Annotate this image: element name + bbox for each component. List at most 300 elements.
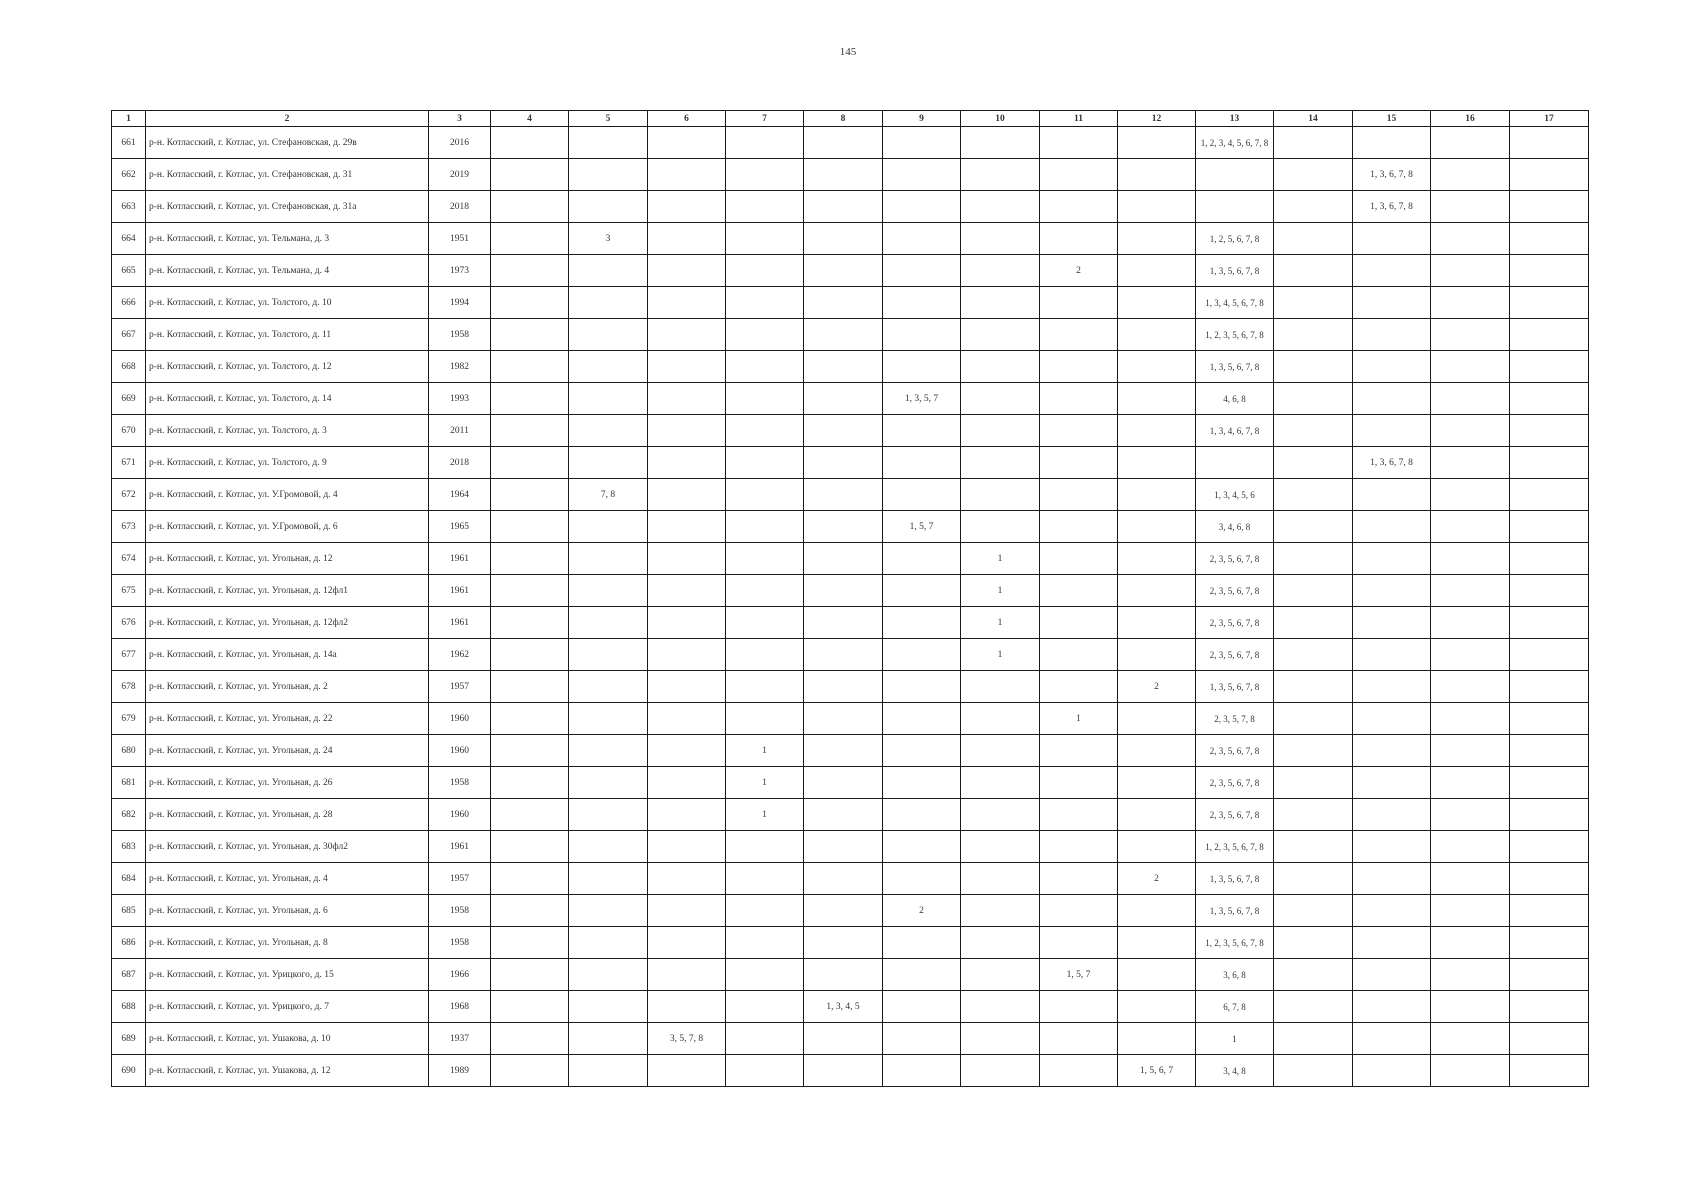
table-cell-col5 <box>569 767 648 799</box>
table-cell-col6 <box>648 671 726 703</box>
table-cell-col11 <box>1040 351 1118 383</box>
table-cell-col16 <box>1431 319 1510 351</box>
table-cell-col6 <box>648 223 726 255</box>
table-cell-col3: 2016 <box>429 127 491 159</box>
table-cell-col2: р-н. Котласский, г. Котлас, ул. Тельмана, д. 4 <box>146 255 429 287</box>
table-cell-col17 <box>1510 223 1589 255</box>
table-cell-col6 <box>648 319 726 351</box>
table-row <box>112 735 1589 767</box>
table-cell-col12 <box>1118 991 1196 1023</box>
table-cell-col5 <box>569 351 648 383</box>
table-cell-col5 <box>569 543 648 575</box>
table-cell-col3: 1973 <box>429 255 491 287</box>
table-cell-col10 <box>961 351 1040 383</box>
table-cell-col11: 2 <box>1040 255 1118 287</box>
table-header <box>112 111 1589 127</box>
table-cell-col2: р-н. Котласский, г. Котлас, ул. Толстого, д. 14 <box>146 383 429 415</box>
table-cell-col10 <box>961 1023 1040 1055</box>
table-cell-col4 <box>491 927 569 959</box>
table-cell-col14 <box>1274 863 1353 895</box>
table-cell-col7 <box>726 415 804 447</box>
table-cell-col1: 668 <box>112 351 146 383</box>
table-cell-col4 <box>491 639 569 671</box>
table-cell-col14 <box>1274 383 1353 415</box>
table-cell-col11 <box>1040 927 1118 959</box>
table-cell-col5 <box>569 1023 648 1055</box>
table-cell-col9 <box>883 959 961 991</box>
table-cell-col6 <box>648 959 726 991</box>
table-cell-col5 <box>569 159 648 191</box>
table-cell-col12 <box>1118 191 1196 223</box>
table-cell-col17 <box>1510 639 1589 671</box>
table-cell-col16 <box>1431 767 1510 799</box>
table-cell-col11 <box>1040 735 1118 767</box>
table-cell-col15 <box>1353 895 1431 927</box>
table-cell-col14 <box>1274 255 1353 287</box>
table-cell-col11 <box>1040 447 1118 479</box>
table-cell-col7 <box>726 127 804 159</box>
table-cell-col15 <box>1353 735 1431 767</box>
table-cell-col12 <box>1118 927 1196 959</box>
table-cell-col4 <box>491 319 569 351</box>
table-cell-col8 <box>804 671 883 703</box>
table-cell-col6 <box>648 127 726 159</box>
table-cell-col12 <box>1118 447 1196 479</box>
table-cell-col4 <box>491 511 569 543</box>
table-cell-col8 <box>804 223 883 255</box>
table-cell-col17 <box>1510 831 1589 863</box>
table-cell-col14 <box>1274 991 1353 1023</box>
table-cell-col14 <box>1274 831 1353 863</box>
table-cell-col12 <box>1118 351 1196 383</box>
table-cell-col2: р-н. Котласский, г. Котлас, ул. Толстого, д. 12 <box>146 351 429 383</box>
table-cell-col17 <box>1510 1023 1589 1055</box>
table-cell-col8 <box>804 575 883 607</box>
table-cell-col3: 2011 <box>429 415 491 447</box>
table-cell-col1: 669 <box>112 383 146 415</box>
table-cell-col9 <box>883 863 961 895</box>
table-cell-col13: 1, 3, 4, 6, 7, 8 <box>1196 415 1274 447</box>
table-cell-col10 <box>961 735 1040 767</box>
table-cell-col17 <box>1510 191 1589 223</box>
table-cell-col6 <box>648 511 726 543</box>
table-cell-col5: 3 <box>569 223 648 255</box>
table-cell-col10 <box>961 895 1040 927</box>
table-cell-col14 <box>1274 287 1353 319</box>
table-cell-col3: 1960 <box>429 735 491 767</box>
table-cell-col10 <box>961 959 1040 991</box>
table-cell-col10 <box>961 671 1040 703</box>
table-cell-col5 <box>569 927 648 959</box>
table-cell-col4 <box>491 671 569 703</box>
table-cell-col1: 685 <box>112 895 146 927</box>
table-cell-col9 <box>883 351 961 383</box>
table-cell-col17 <box>1510 319 1589 351</box>
table-cell-col9: 1, 3, 5, 7 <box>883 383 961 415</box>
table-cell-col14 <box>1274 575 1353 607</box>
table-cell-col13 <box>1196 159 1274 191</box>
table-cell-col14 <box>1274 607 1353 639</box>
table-cell-col17 <box>1510 447 1589 479</box>
table-cell-col13 <box>1196 447 1274 479</box>
table-cell-col17 <box>1510 543 1589 575</box>
table-row <box>112 447 1589 479</box>
table-cell-col3: 1951 <box>429 223 491 255</box>
table-cell-col4 <box>491 575 569 607</box>
table-row <box>112 511 1589 543</box>
table-cell-col15 <box>1353 287 1431 319</box>
table-cell-col2: р-н. Котласский, г. Котлас, ул. Угольная, д. 30фл2 <box>146 831 429 863</box>
table-cell-col9 <box>883 607 961 639</box>
table-cell-col14 <box>1274 223 1353 255</box>
table-cell-col4 <box>491 479 569 511</box>
table-cell-col6 <box>648 895 726 927</box>
table-cell-col16 <box>1431 831 1510 863</box>
table-cell-col5 <box>569 511 648 543</box>
table-cell-col13: 2, 3, 5, 6, 7, 8 <box>1196 543 1274 575</box>
table-cell-col17 <box>1510 255 1589 287</box>
table-cell-col9: 1, 5, 7 <box>883 511 961 543</box>
table-cell-col10: 1 <box>961 639 1040 671</box>
table-cell-col11 <box>1040 287 1118 319</box>
table-cell-col6 <box>648 543 726 575</box>
table-row <box>112 575 1589 607</box>
table-cell-col6 <box>648 607 726 639</box>
table-cell-col3: 2019 <box>429 159 491 191</box>
table-cell-col12 <box>1118 799 1196 831</box>
table-cell-col17 <box>1510 735 1589 767</box>
table-cell-col17 <box>1510 159 1589 191</box>
table-cell-col9 <box>883 287 961 319</box>
table-cell-col6 <box>648 351 726 383</box>
table-cell-col13: 1, 3, 5, 6, 7, 8 <box>1196 863 1274 895</box>
table-cell-col6 <box>648 799 726 831</box>
table-cell-col6 <box>648 703 726 735</box>
table-cell-col1: 684 <box>112 863 146 895</box>
table-cell-col17 <box>1510 287 1589 319</box>
table-cell-col1: 674 <box>112 543 146 575</box>
table-cell-col17 <box>1510 895 1589 927</box>
table-cell-col15 <box>1353 543 1431 575</box>
table-cell-col4 <box>491 1023 569 1055</box>
table-cell-col14 <box>1274 927 1353 959</box>
table-cell-col4 <box>491 287 569 319</box>
table-cell-col1: 680 <box>112 735 146 767</box>
table-cell-col10 <box>961 159 1040 191</box>
column-header-12: 12 <box>1118 111 1196 127</box>
table-cell-col1: 670 <box>112 415 146 447</box>
table-cell-col17 <box>1510 671 1589 703</box>
table-cell-col4 <box>491 191 569 223</box>
table-row <box>112 351 1589 383</box>
table-cell-col17 <box>1510 575 1589 607</box>
table-cell-col13: 1, 3, 4, 5, 6, 7, 8 <box>1196 287 1274 319</box>
table-row <box>112 415 1589 447</box>
table-cell-col7 <box>726 223 804 255</box>
table-cell-col15 <box>1353 639 1431 671</box>
table-cell-col8 <box>804 735 883 767</box>
table-cell-col3: 1965 <box>429 511 491 543</box>
table-cell-col4 <box>491 735 569 767</box>
table-cell-col8 <box>804 127 883 159</box>
table-row <box>112 191 1589 223</box>
table-cell-col8 <box>804 831 883 863</box>
table-cell-col11 <box>1040 639 1118 671</box>
table-cell-col6 <box>648 927 726 959</box>
table-cell-col6 <box>648 447 726 479</box>
table-cell-col16 <box>1431 1023 1510 1055</box>
table-cell-col1: 675 <box>112 575 146 607</box>
table-cell-col5 <box>569 799 648 831</box>
table-cell-col7 <box>726 927 804 959</box>
table-cell-col8 <box>804 959 883 991</box>
table-cell-col2: р-н. Котласский, г. Котлас, ул. Угольная, д. 12фл1 <box>146 575 429 607</box>
table-cell-col9 <box>883 767 961 799</box>
table-cell-col12 <box>1118 831 1196 863</box>
table-cell-col15 <box>1353 927 1431 959</box>
table-cell-col10 <box>961 255 1040 287</box>
table-cell-col8 <box>804 191 883 223</box>
table-cell-col9 <box>883 447 961 479</box>
table-cell-col6 <box>648 287 726 319</box>
table-cell-col2: р-н. Котласский, г. Котлас, ул. Угольная, д. 26 <box>146 767 429 799</box>
table-cell-col16 <box>1431 159 1510 191</box>
table-cell-col5 <box>569 991 648 1023</box>
table-cell-col12 <box>1118 511 1196 543</box>
table-cell-col8 <box>804 351 883 383</box>
table-cell-col1: 687 <box>112 959 146 991</box>
table-cell-col4 <box>491 383 569 415</box>
table-cell-col1: 676 <box>112 607 146 639</box>
table-cell-col13: 2, 3, 5, 6, 7, 8 <box>1196 639 1274 671</box>
table-cell-col9 <box>883 127 961 159</box>
table-cell-col1: 663 <box>112 191 146 223</box>
table-cell-col14 <box>1274 511 1353 543</box>
table-cell-col8 <box>804 639 883 671</box>
table-cell-col9 <box>883 159 961 191</box>
table-cell-col15 <box>1353 479 1431 511</box>
table-cell-col8 <box>804 447 883 479</box>
table-cell-col12 <box>1118 767 1196 799</box>
table-cell-col15 <box>1353 511 1431 543</box>
column-header-10: 10 <box>961 111 1040 127</box>
table-cell-col16 <box>1431 351 1510 383</box>
table-cell-col8 <box>804 1055 883 1087</box>
table-cell-col9 <box>883 671 961 703</box>
table-cell-col15 <box>1353 703 1431 735</box>
table-cell-col8 <box>804 383 883 415</box>
table-cell-col12: 2 <box>1118 671 1196 703</box>
table-cell-col16 <box>1431 191 1510 223</box>
table-cell-col17 <box>1510 799 1589 831</box>
table-cell-col17 <box>1510 927 1589 959</box>
table-cell-col11: 1 <box>1040 703 1118 735</box>
table-cell-col12 <box>1118 479 1196 511</box>
table-cell-col12 <box>1118 127 1196 159</box>
table-cell-col7: 1 <box>726 767 804 799</box>
table-row <box>112 607 1589 639</box>
table-cell-col15: 1, 3, 6, 7, 8 <box>1353 191 1431 223</box>
table-cell-col13: 2, 3, 5, 6, 7, 8 <box>1196 767 1274 799</box>
table-cell-col1: 678 <box>112 671 146 703</box>
table-cell-col12: 2 <box>1118 863 1196 895</box>
table-cell-col4 <box>491 1055 569 1087</box>
table-cell-col17 <box>1510 383 1589 415</box>
table-cell-col8 <box>804 543 883 575</box>
table-cell-col14 <box>1274 959 1353 991</box>
table-row <box>112 895 1589 927</box>
table-cell-col13: 1, 3, 5, 6, 7, 8 <box>1196 671 1274 703</box>
table-cell-col11 <box>1040 895 1118 927</box>
table-cell-col2: р-н. Котласский, г. Котлас, ул. Стефановская, д. 31 <box>146 159 429 191</box>
table-cell-col10 <box>961 767 1040 799</box>
table-cell-col9 <box>883 543 961 575</box>
table-cell-col16 <box>1431 959 1510 991</box>
table-cell-col9 <box>883 991 961 1023</box>
table-cell-col5 <box>569 415 648 447</box>
table-cell-col16 <box>1431 607 1510 639</box>
table-cell-col9 <box>883 319 961 351</box>
table-row <box>112 287 1589 319</box>
table-cell-col6 <box>648 735 726 767</box>
table-cell-col13 <box>1196 191 1274 223</box>
table-cell-col13: 1, 3, 5, 6, 7, 8 <box>1196 351 1274 383</box>
table-cell-col5 <box>569 703 648 735</box>
table-cell-col6 <box>648 991 726 1023</box>
table-cell-col7 <box>726 383 804 415</box>
table-cell-col16 <box>1431 383 1510 415</box>
table-cell-col6 <box>648 479 726 511</box>
table-cell-col12 <box>1118 255 1196 287</box>
table-cell-col4 <box>491 159 569 191</box>
table-cell-col2: р-н. Котласский, г. Котлас, ул. Угольная, д. 8 <box>146 927 429 959</box>
table-cell-col6 <box>648 575 726 607</box>
table-cell-col8 <box>804 767 883 799</box>
table-cell-col7 <box>726 287 804 319</box>
table-cell-col11 <box>1040 415 1118 447</box>
table-cell-col8 <box>804 863 883 895</box>
table-cell-col1: 679 <box>112 703 146 735</box>
table-cell-col16 <box>1431 511 1510 543</box>
table-cell-col1: 673 <box>112 511 146 543</box>
table-cell-col8 <box>804 607 883 639</box>
table-cell-col17 <box>1510 703 1589 735</box>
table-cell-col16 <box>1431 735 1510 767</box>
table-body <box>112 127 1589 1087</box>
table-cell-col9 <box>883 1055 961 1087</box>
table-cell-col15 <box>1353 127 1431 159</box>
table-cell-col7 <box>726 991 804 1023</box>
table-cell-col16 <box>1431 703 1510 735</box>
table-cell-col15 <box>1353 607 1431 639</box>
table-cell-col14 <box>1274 767 1353 799</box>
table-cell-col11 <box>1040 511 1118 543</box>
table-cell-col15 <box>1353 831 1431 863</box>
table-cell-col3: 1958 <box>429 927 491 959</box>
table-cell-col13: 6, 7, 8 <box>1196 991 1274 1023</box>
table-cell-col2: р-н. Котласский, г. Котлас, ул. Угольная, д. 12 <box>146 543 429 575</box>
table-cell-col13: 3, 6, 8 <box>1196 959 1274 991</box>
table-cell-col10 <box>961 127 1040 159</box>
table-cell-col3: 1937 <box>429 1023 491 1055</box>
table-row <box>112 1023 1589 1055</box>
table-cell-col13: 4, 6, 8 <box>1196 383 1274 415</box>
column-header-3: 3 <box>429 111 491 127</box>
table-cell-col6 <box>648 255 726 287</box>
table-cell-col3: 1960 <box>429 703 491 735</box>
table-cell-col16 <box>1431 223 1510 255</box>
table-cell-col9 <box>883 575 961 607</box>
table-row <box>112 767 1589 799</box>
table-cell-col16 <box>1431 1055 1510 1087</box>
table-cell-col11 <box>1040 543 1118 575</box>
table-cell-col12 <box>1118 415 1196 447</box>
table-cell-col11 <box>1040 159 1118 191</box>
table-cell-col2: р-н. Котласский, г. Котлас, ул. У.Громовой, д. 6 <box>146 511 429 543</box>
table-cell-col16 <box>1431 895 1510 927</box>
table-cell-col2: р-н. Котласский, г. Котлас, ул. Угольная, д. 14а <box>146 639 429 671</box>
table-cell-col2: р-н. Котласский, г. Котлас, ул. Угольная, д. 22 <box>146 703 429 735</box>
table-cell-col1: 661 <box>112 127 146 159</box>
table-cell-col1: 671 <box>112 447 146 479</box>
table-cell-col14 <box>1274 159 1353 191</box>
table-cell-col7 <box>726 959 804 991</box>
table-cell-col7 <box>726 191 804 223</box>
table-cell-col7 <box>726 255 804 287</box>
table-cell-col9 <box>883 799 961 831</box>
table-cell-col16 <box>1431 799 1510 831</box>
table-cell-col2: р-н. Котласский, г. Котлас, ул. Толстого, д. 11 <box>146 319 429 351</box>
table-cell-col7 <box>726 159 804 191</box>
column-header-17: 17 <box>1510 111 1589 127</box>
table-cell-col7 <box>726 639 804 671</box>
table-cell-col15 <box>1353 575 1431 607</box>
table-cell-col17 <box>1510 863 1589 895</box>
table-cell-col1: 690 <box>112 1055 146 1087</box>
table-cell-col15 <box>1353 223 1431 255</box>
table-cell-col4 <box>491 767 569 799</box>
table-cell-col8 <box>804 479 883 511</box>
table-cell-col3: 1962 <box>429 639 491 671</box>
table-cell-col15 <box>1353 319 1431 351</box>
table-cell-col14 <box>1274 543 1353 575</box>
table-cell-col5 <box>569 319 648 351</box>
table-row <box>112 1055 1589 1087</box>
table-cell-col10 <box>961 447 1040 479</box>
table-cell-col12 <box>1118 703 1196 735</box>
table-cell-col2: р-н. Котласский, г. Котлас, ул. Стефановская, д. 31а <box>146 191 429 223</box>
table-cell-col11 <box>1040 191 1118 223</box>
table-cell-col12 <box>1118 575 1196 607</box>
table-cell-col11 <box>1040 383 1118 415</box>
table-cell-col9 <box>883 639 961 671</box>
table-cell-col3: 1964 <box>429 479 491 511</box>
table-cell-col10 <box>961 927 1040 959</box>
table-cell-col16 <box>1431 415 1510 447</box>
table-cell-col2: р-н. Котласский, г. Котлас, ул. Угольная, д. 6 <box>146 895 429 927</box>
table-cell-col9 <box>883 191 961 223</box>
table-cell-col1: 683 <box>112 831 146 863</box>
table-cell-col14 <box>1274 799 1353 831</box>
table-cell-col10 <box>961 991 1040 1023</box>
table-cell-col9 <box>883 223 961 255</box>
table-cell-col15 <box>1353 383 1431 415</box>
table-cell-col1: 662 <box>112 159 146 191</box>
table-cell-col3: 2018 <box>429 447 491 479</box>
table-cell-col15 <box>1353 1023 1431 1055</box>
table-cell-col5 <box>569 1055 648 1087</box>
table-cell-col7 <box>726 447 804 479</box>
